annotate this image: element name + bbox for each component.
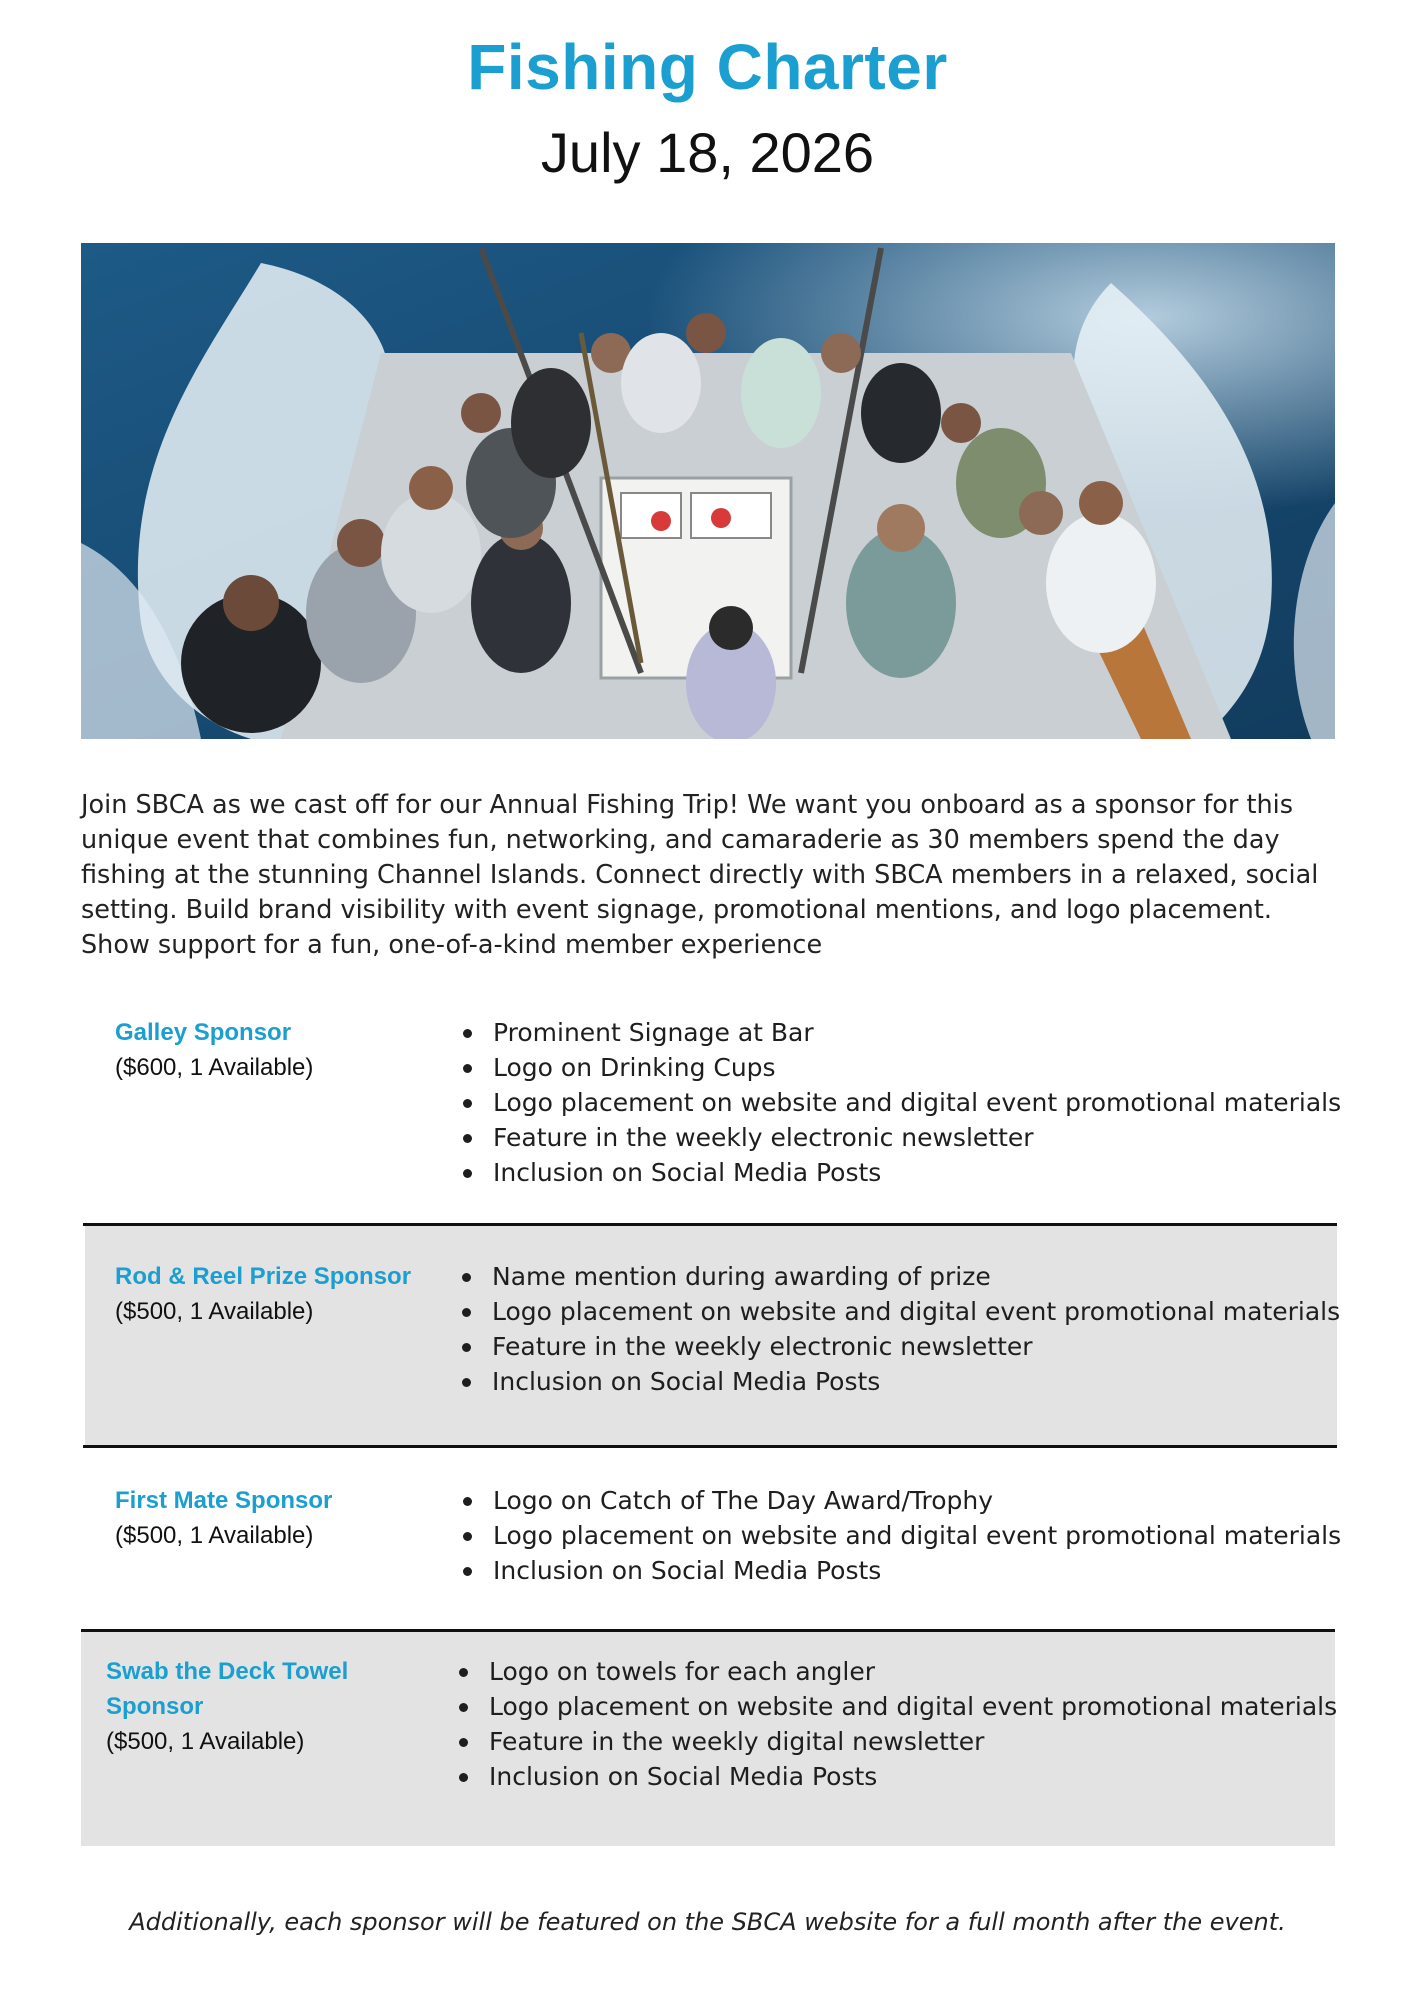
sponsor-tier-galley <box>81 1003 1342 1223</box>
sponsor-tier-swab-the-deck <box>81 1632 1338 1846</box>
tier-name: Rod & Reel Prize Sponsor <box>115 1263 412 1290</box>
list-item: Inclusion on Social Media Posts <box>460 1364 1340 1399</box>
tier-name: Swab the Deck Towel <box>106 1658 349 1685</box>
list-item: Logo on Drinking Cups <box>461 1050 1341 1085</box>
tier-price: ($500, 1 Available) <box>115 1298 314 1325</box>
footer-note: Additionally, each sponsor will be featured on the SBCA website for a full month after the event. <box>129 1908 1286 1936</box>
page-title: Fishing Charter <box>467 31 948 103</box>
sponsor-tier-first-mate <box>81 1448 1342 1630</box>
list-item: Feature in the weekly electronic newsletter <box>461 1120 1341 1155</box>
list-item: Inclusion on Social Media Posts <box>461 1155 1341 1190</box>
tier-name: Galley Sponsor <box>115 1019 292 1046</box>
list-item: Logo placement on website and digital event promotional materials <box>461 1085 1341 1120</box>
tier-price: ($500, 1 Available) <box>106 1728 305 1755</box>
tier-name: First Mate Sponsor <box>115 1487 333 1514</box>
benefit-list <box>457 1654 1337 1794</box>
tier-name: Sponsor <box>106 1693 204 1720</box>
list-item: Feature in the weekly electronic newsletter <box>460 1329 1340 1364</box>
benefit-list <box>461 1483 1341 1588</box>
list-item: Feature in the weekly digital newsletter <box>457 1724 1337 1759</box>
group-photo <box>81 243 1335 739</box>
tier-price: ($600, 1 Available) <box>115 1054 314 1081</box>
list-item: Logo placement on website and digital event promotional materials <box>461 1518 1341 1553</box>
list-item: Logo placement on website and digital event promotional materials <box>457 1689 1337 1724</box>
list-item: Prominent Signage at Bar <box>461 1015 1341 1050</box>
list-item: Inclusion on Social Media Posts <box>457 1759 1337 1794</box>
event-date: July 18, 2026 <box>540 121 875 184</box>
list-item: Logo on towels for each angler <box>457 1654 1337 1689</box>
benefit-list <box>461 1015 1341 1190</box>
list-item: Name mention during awarding of prize <box>460 1259 1340 1294</box>
sponsor-tier-rod-reel <box>85 1226 1341 1445</box>
intro-paragraph: Join SBCA as we cast off for our Annual Fishing Trip! We want you onboard as a sponsor for this unique event that combines fun, networking, and camaraderie as 30 members spend the day fishing at the stunning Channel Islands. Connect directly with SBCA members in a relaxed, social setting. Build brand visibility with event signage, promotional mentions, and logo placement. Show support for a fun, one-of-a-kind member experience <box>81 790 1319 960</box>
list-item: Logo on Catch of The Day Award/Trophy <box>461 1483 1341 1518</box>
list-item: Logo placement on website and digital event promotional materials <box>460 1294 1340 1329</box>
tier-price: ($500, 1 Available) <box>115 1522 314 1549</box>
benefit-list <box>460 1259 1340 1399</box>
list-item: Inclusion on Social Media Posts <box>461 1553 1341 1588</box>
